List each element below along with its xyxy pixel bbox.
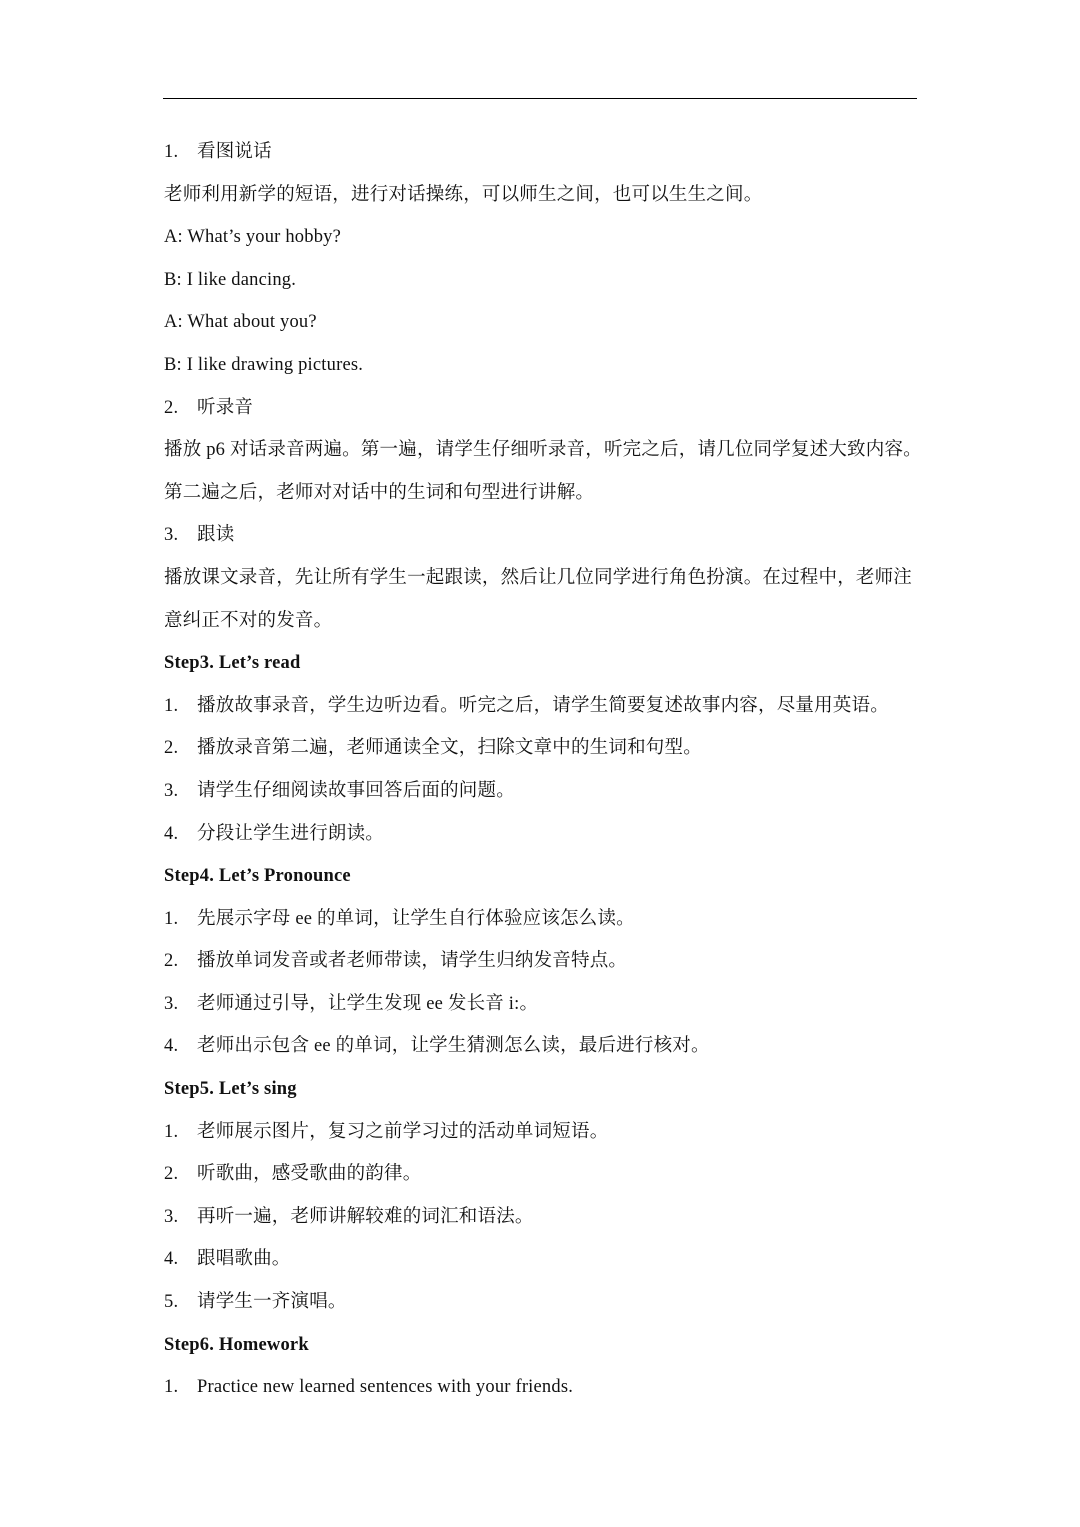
line-text: Step5. Let’s sing bbox=[164, 1079, 297, 1100]
numbered-item bbox=[164, 1366, 924, 1409]
line-text: A: What about you? bbox=[164, 312, 317, 333]
item-number: 3. bbox=[164, 780, 179, 801]
line-text: B: I like dancing. bbox=[164, 269, 297, 290]
item-number: 2. bbox=[164, 1164, 179, 1185]
item-number: 2. bbox=[164, 738, 179, 759]
line-text: Step3. Let’s read bbox=[164, 653, 301, 674]
document-body bbox=[164, 131, 924, 1409]
numbered-item bbox=[164, 1238, 924, 1281]
paragraph-line bbox=[164, 174, 924, 217]
line-text: 播放单词发音或者老师带读，请学生归纳发音特点。 bbox=[197, 951, 628, 972]
item-number: 5. bbox=[164, 1292, 179, 1313]
line-text: 分段让学生进行朗读。 bbox=[197, 823, 385, 844]
numbered-item bbox=[164, 1111, 924, 1154]
numbered-item bbox=[164, 940, 924, 983]
line-text: 播放故事录音，学生边听边看。听完之后，请学生简要复述故事内容，尽量用英语。 bbox=[197, 695, 889, 716]
item-number: 2. bbox=[164, 951, 179, 972]
item-number: 1. bbox=[164, 142, 179, 162]
line-text: 播放 p6 对话录音两遍。第一遍，请学生仔细听录音，听完之后，请几位同学复述大致内容。 bbox=[164, 440, 922, 461]
line-text: 听录音 bbox=[197, 397, 254, 418]
item-number: 3. bbox=[164, 993, 179, 1014]
item-number: 1. bbox=[164, 1121, 179, 1142]
numbered-item bbox=[164, 1153, 924, 1196]
paragraph-line bbox=[164, 259, 924, 302]
line-text: Step4. Let’s Pronounce bbox=[164, 866, 351, 887]
line-text: 请学生一齐演唱。 bbox=[197, 1292, 347, 1313]
line-text: 听歌曲，感受歌曲的韵律。 bbox=[197, 1164, 422, 1185]
section-heading bbox=[164, 855, 924, 898]
item-number: 1. bbox=[164, 908, 179, 929]
line-text: 看图说话 bbox=[197, 142, 272, 162]
line-text: A: What’s your hobby? bbox=[164, 227, 342, 248]
section-heading bbox=[164, 642, 924, 685]
section-heading bbox=[164, 1068, 924, 1111]
numbered-item bbox=[164, 1281, 924, 1324]
paragraph-line bbox=[164, 344, 924, 387]
item-number: 4. bbox=[164, 1036, 179, 1057]
paragraph-line bbox=[164, 557, 924, 600]
numbered-item bbox=[164, 983, 924, 1026]
numbered-item bbox=[164, 727, 924, 770]
item-number: 1. bbox=[164, 1377, 179, 1398]
line-text: 播放课文录音，先让所有学生一起跟读，然后让几位同学进行角色扮演。在过程中，老师注 bbox=[164, 567, 913, 588]
paragraph-line bbox=[164, 216, 924, 259]
item-number: 2. bbox=[164, 397, 179, 418]
numbered-item bbox=[164, 387, 924, 430]
numbered-item bbox=[164, 770, 924, 813]
line-text: 跟读 bbox=[197, 525, 235, 546]
header-rule bbox=[163, 98, 917, 99]
item-number: 4. bbox=[164, 1249, 179, 1270]
numbered-item bbox=[164, 514, 924, 557]
numbered-item bbox=[164, 1196, 924, 1239]
line-text: 跟唱歌曲。 bbox=[197, 1249, 291, 1270]
line-text: Practice new learned sentences with your friends. bbox=[197, 1377, 574, 1398]
line-text: 意纠正不对的发音。 bbox=[164, 610, 333, 631]
line-text: 老师展示图片，复习之前学习过的活动单词短语。 bbox=[197, 1121, 609, 1142]
item-number: 1. bbox=[164, 695, 179, 716]
paragraph-line bbox=[164, 600, 924, 643]
line-text: Step6. Homework bbox=[164, 1334, 309, 1355]
numbered-item bbox=[164, 685, 924, 728]
section-heading bbox=[164, 1324, 924, 1367]
line-text: 再听一遍，老师讲解较难的词汇和语法。 bbox=[197, 1206, 534, 1227]
line-text: 先展示字母 ee 的单词，让学生自行体验应该怎么读。 bbox=[197, 908, 635, 929]
line-text: 老师利用新学的短语，进行对话操练，可以师生之间，也可以生生之间。 bbox=[164, 184, 763, 205]
numbered-item bbox=[164, 131, 924, 174]
line-text: 播放录音第二遍，老师通读全文，扫除文章中的生词和句型。 bbox=[197, 738, 702, 759]
paragraph-line bbox=[164, 301, 924, 344]
paragraph-line bbox=[164, 429, 924, 472]
line-text: 老师出示包含 ee 的单词，让学生猜测怎么读，最后进行核对。 bbox=[197, 1036, 710, 1057]
numbered-item bbox=[164, 1025, 924, 1068]
numbered-item bbox=[164, 898, 924, 941]
item-number: 4. bbox=[164, 823, 179, 844]
item-number: 3. bbox=[164, 1206, 179, 1227]
line-text: 第二遍之后，老师对对话中的生词和句型进行讲解。 bbox=[164, 482, 595, 503]
numbered-item bbox=[164, 813, 924, 856]
paragraph-line bbox=[164, 472, 924, 515]
line-text: B: I like drawing pictures. bbox=[164, 354, 364, 375]
line-text: 老师通过引导，让学生发现 ee 发长音 i:。 bbox=[197, 993, 539, 1014]
line-text: 请学生仔细阅读故事回答后面的问题。 bbox=[197, 780, 515, 801]
item-number: 3. bbox=[164, 525, 179, 546]
